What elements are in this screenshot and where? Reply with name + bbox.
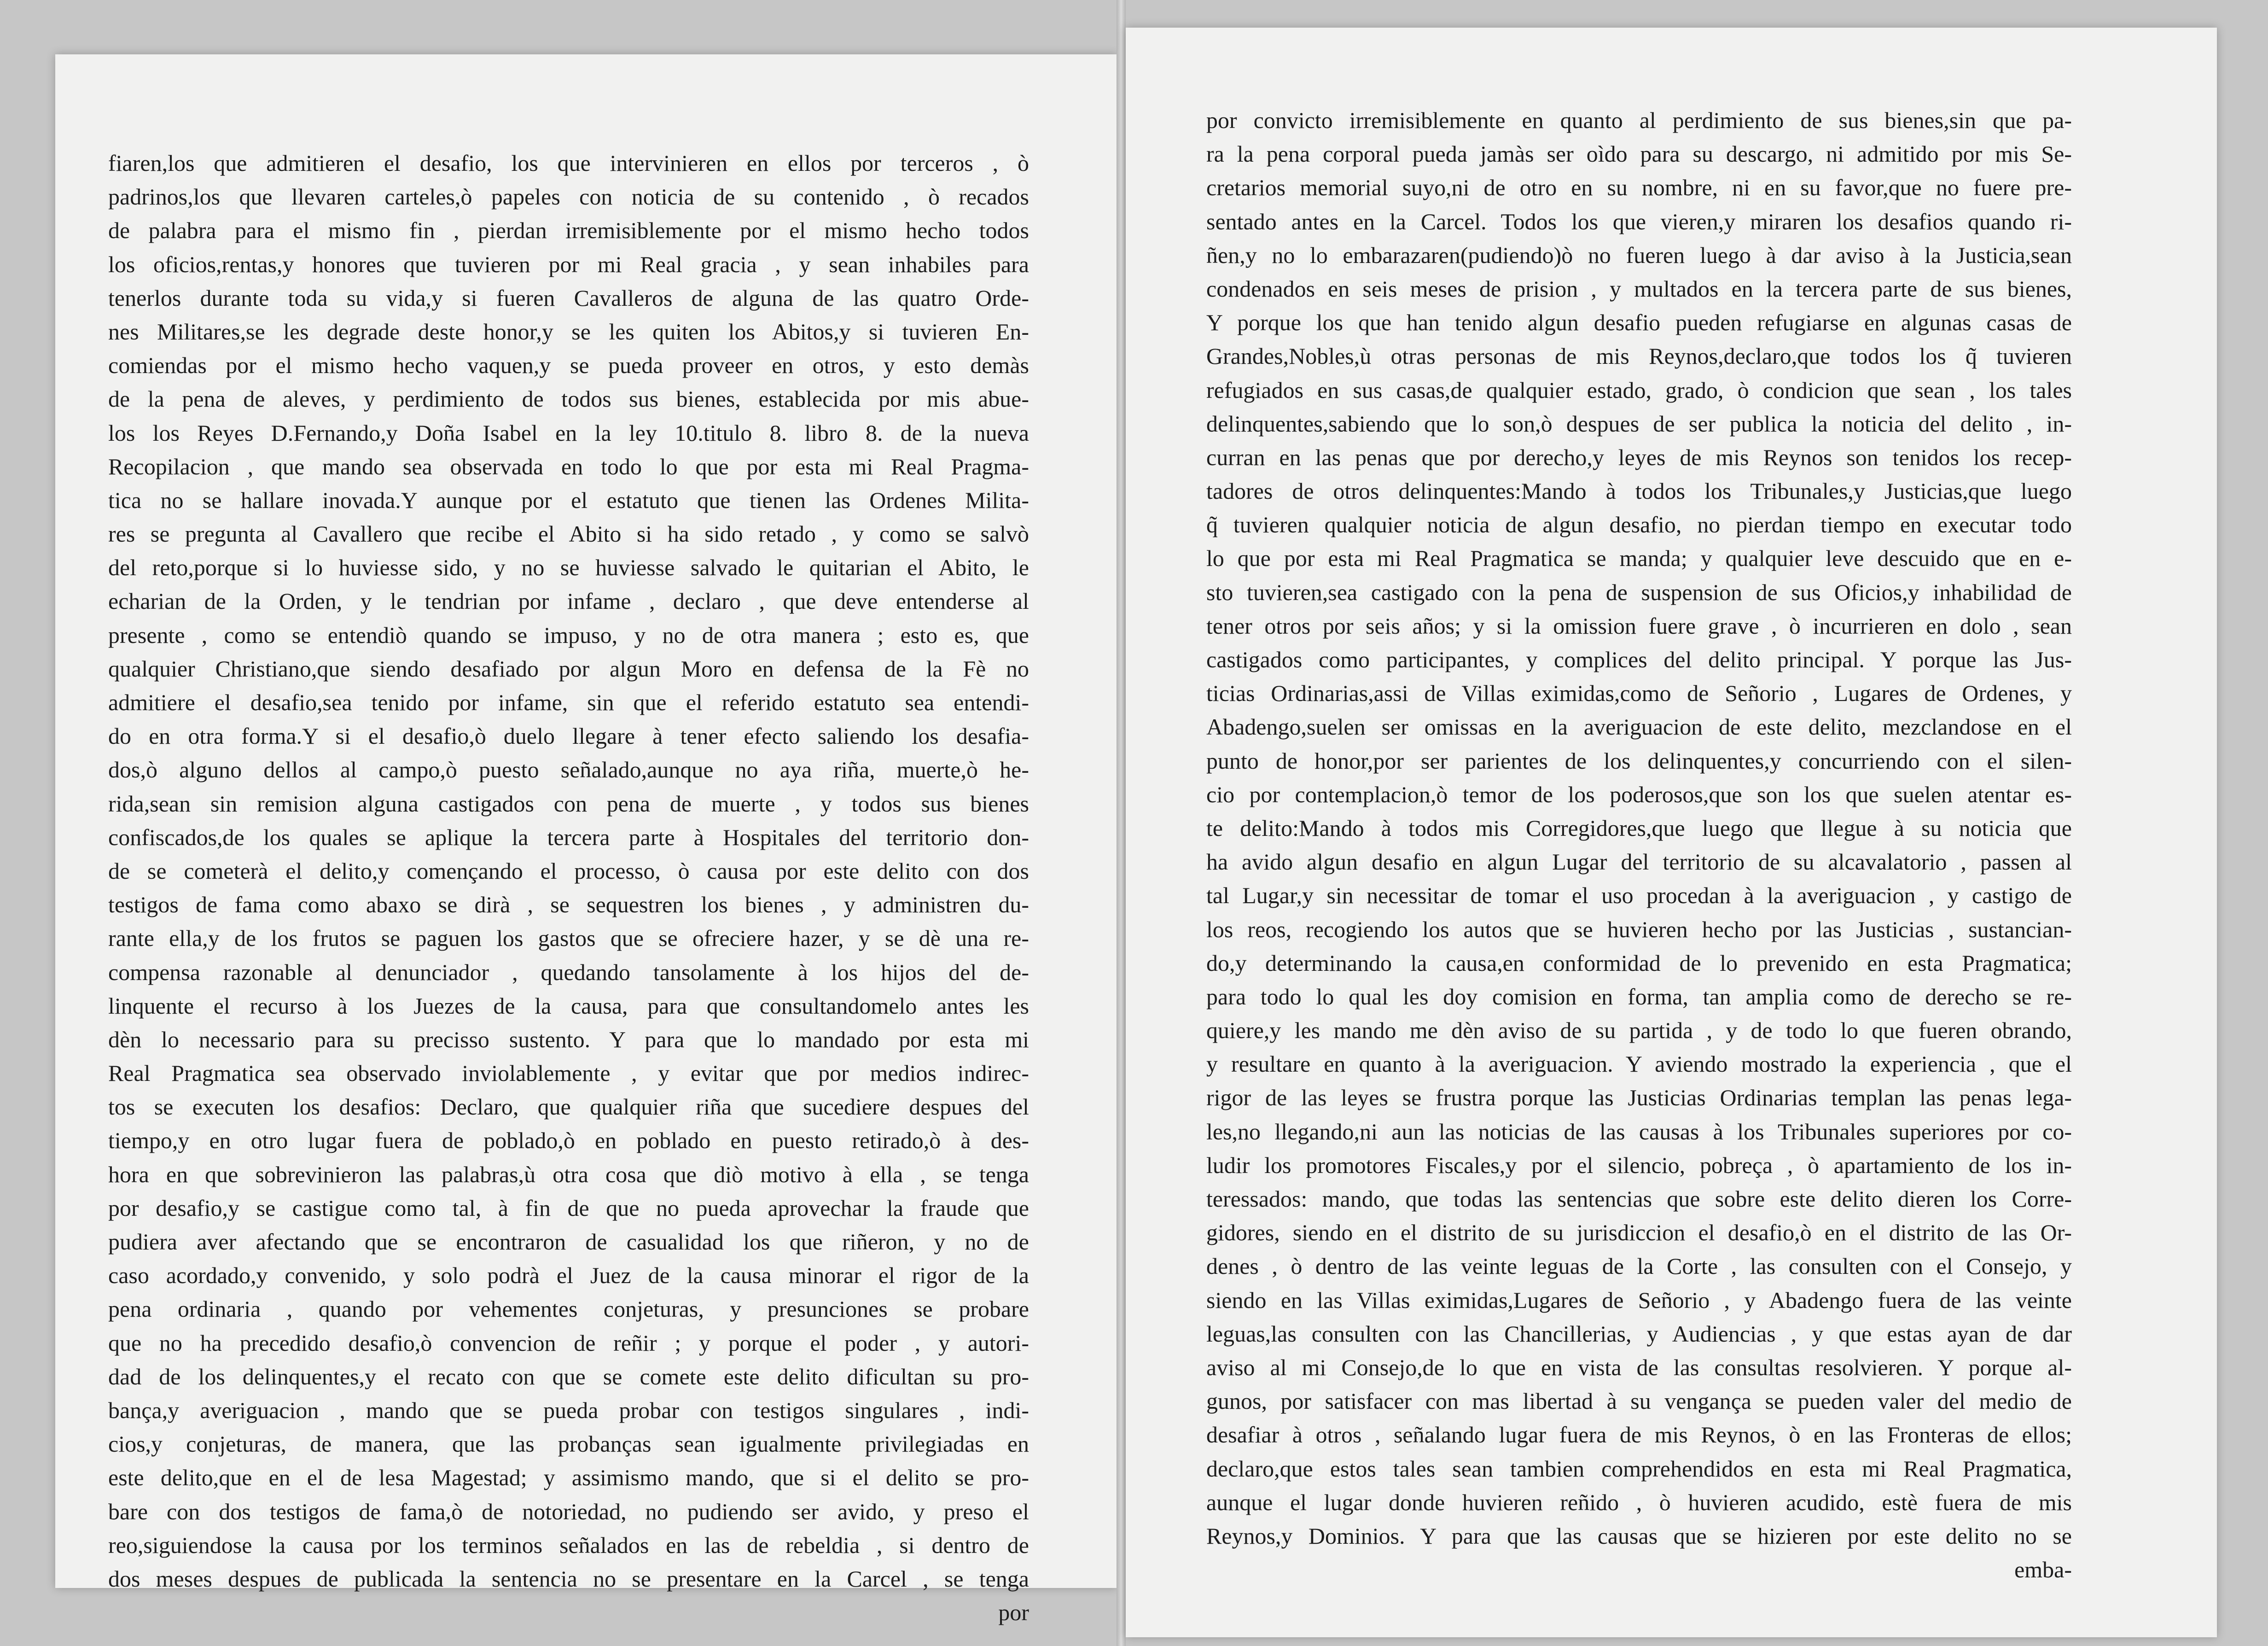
text-line: delinquentes,sabiendo que lo son,ò despues de ser publica la noticia del delito , in- bbox=[1206, 410, 2072, 437]
catchword: por bbox=[998, 1599, 1029, 1626]
text-line: quiere,y les mando me dèn aviso de su partida , y de todo lo que fueren obrando, bbox=[1206, 1017, 2072, 1044]
book-gutter bbox=[1117, 0, 1126, 1646]
text-line: tos se executen los desafios: Declaro, que qualquier riña que sucediere despues del bbox=[108, 1094, 1029, 1120]
text-line: padrinos,los que llevaren carteles,ò papeles con noticia de su contenido , ò recados bbox=[108, 184, 1029, 210]
text-line: bare con dos testigos de fama,ò de notoriedad, no pudiendo ser avido, y preso el bbox=[108, 1498, 1029, 1524]
text-line: confiscados,de los quales se aplique la tercera parte à Hospitales del territorio don- bbox=[108, 824, 1029, 850]
right-page-text bbox=[1206, 104, 2072, 1587]
text-line: compensa razonable al denunciador , quedando tansolamente à los hijos del de- bbox=[108, 959, 1029, 985]
text-line: siendo en las Villas eximidas,Lugares de Señorio , y Abadengo fuera de las veinte bbox=[1206, 1287, 2072, 1313]
text-line: curran en las penas que por derecho,y leyes de mis Reynos son tenidos los recep- bbox=[1206, 444, 2072, 470]
text-line: les,no llegando,ni aun las noticias de las causas à los Tribunales superiores por co- bbox=[1206, 1118, 2072, 1144]
text-line: rigor de las leyes se frustra porque las Justicias Ordinarias templan las penas lega- bbox=[1206, 1085, 2072, 1111]
text-line: cios,y conjeturas, de manera, que las probanças sean igualmente privilegiadas en bbox=[108, 1431, 1029, 1457]
text-line: Abadengo,suelen ser omissas en la averiguacion de este delito, mezclandose en el bbox=[1206, 714, 2072, 740]
text-line: caso acordado,y convenido, y solo podrà el Juez de la causa minorar el rigor de la bbox=[108, 1262, 1029, 1289]
text-line: ñen,y no lo embarazaren(pudiendo)ò no fueren luego à dar aviso à la Justicia,sean bbox=[1206, 242, 2072, 268]
text-line: tiempo,y en otro lugar fuera de poblado,ò en poblado en puesto retirado,ò à des- bbox=[108, 1127, 1029, 1154]
text-line: hora en que sobrevinieron las palabras,ù otra cosa que diò motivo à ella , se tenga bbox=[108, 1161, 1029, 1187]
text-line: tadores de otros delinquentes:Mando à todos los Tribunales,y Justicias,que luego bbox=[1206, 478, 2072, 504]
text-line: teressados: mando, que todas las sentencias que sobre este delito dieren los Corre- bbox=[1206, 1186, 2072, 1212]
text-line: bança,y averiguacion , mando que se pueda probar con testigos singulares , indi- bbox=[108, 1397, 1029, 1423]
text-line: te delito:Mando à todos mis Corregidores,que luego que llegue à su noticia que bbox=[1206, 815, 2072, 841]
text-line: comiendas por el mismo hecho vaquen,y se pueda proveer en otros, y esto demàs bbox=[108, 352, 1029, 379]
text-line: gidores, siendo en el distrito de su jurisdiccion el desafio,ò en el distrito de las Or- bbox=[1206, 1220, 2072, 1246]
text-line: rida,sean sin remision alguna castigados con pena de muerte , y todos sus bienes bbox=[108, 790, 1029, 817]
text-line: cio por contemplacion,ò temor de los poderosos,que son los que suelen atentar es- bbox=[1206, 781, 2072, 807]
text-line: los los Reyes D.Fernando,y Doña Isabel en la ley 10.titulo 8. libro 8. de la nueva bbox=[108, 420, 1029, 446]
text-line: tener otros por seis años; y si la omission fuere grave , ò incurrieren en dolo , sean bbox=[1206, 613, 2072, 639]
text-line: nes Militares,se les degrade deste honor,y se les quiten los Abitos,y si tuvieren En- bbox=[108, 318, 1029, 344]
text-line: q̃ tuvieren qualquier noticia de algun desafio, no pierdan tiempo en executar todo bbox=[1206, 512, 2072, 538]
text-line: ludir los promotores Fiscales,y por el silencio, pobreça , ò apartamiento de los in- bbox=[1206, 1152, 2072, 1178]
text-line: do,y determinando la causa,en conformidad de lo prevenido en esta Pragmatica; bbox=[1206, 950, 2072, 976]
text-line: refugiados en sus casas,de qualquier estado, grado, ò condicion que sean , los tales bbox=[1206, 377, 2072, 403]
right-page bbox=[1126, 28, 2217, 1637]
text-line: presente , como se entendiò quando se impuso, y no de otra manera ; esto es, que bbox=[108, 622, 1029, 648]
text-line: tenerlos durante toda su vida,y si fueren Cavalleros de alguna de las quatro Orde- bbox=[108, 285, 1029, 311]
text-line: desafiar à otros , señalando lugar fuera de mis Reynos, ò en las Fronteras de ellos; bbox=[1206, 1422, 2072, 1448]
text-line: testigos de fama como abaxo se dirà , se sequestren los bienes , y administren du- bbox=[108, 892, 1029, 918]
text-line: Grandes,Nobles,ù otras personas de mis Reynos,declaro,que todos los q̃ tuvieren bbox=[1206, 343, 2072, 369]
text-line: linquente el recurso à los Juezes de la causa, para que consultandomelo antes les bbox=[108, 992, 1029, 1019]
text-line: los oficios,rentas,y honores que tuvieren por mi Real gracia , y sean inhabiles para bbox=[108, 251, 1029, 277]
text-line: y resultare en quanto à la averiguacion. Y aviendo mostrado la experiencia , que el bbox=[1206, 1051, 2072, 1077]
text-line: dos meses despues de publicada la sentencia no se presentare en la Carcel , se tenga bbox=[108, 1565, 1029, 1592]
text-line: pena ordinaria , quando por vehementes conjeturas, y presunciones se probare bbox=[108, 1296, 1029, 1322]
text-line: ra la pena corporal pueda jamàs ser oìdo para su descargo, ni admitido por mis Se- bbox=[1206, 141, 2072, 167]
text-line: echarian de la Orden, y le tendrian por infame , declaro , que deve entenderse al bbox=[108, 588, 1029, 614]
text-line: declaro,que estos tales sean tambien comprehendidos en esta mi Real Pragmatica, bbox=[1206, 1455, 2072, 1482]
text-line: fiaren,los que admitieren el desafio, los que intervinieren en ellos por terceros , ò bbox=[108, 150, 1029, 176]
text-line: res se pregunta al Cavallero que recibe el Abito si ha sido retado , y como se salvò bbox=[108, 521, 1029, 547]
text-line: denes , ò dentro de las veinte leguas de la Corte , las consulten con el Consejo, y bbox=[1206, 1253, 2072, 1279]
text-line: Real Pragmatica sea observado inviolablemente , y evitar que por medios indirec- bbox=[108, 1060, 1029, 1086]
text-line: dos,ò alguno dellos al campo,ò puesto señalado,aunque no aya riña, muerte,ò he- bbox=[108, 757, 1029, 783]
text-line: este delito,que en el de lesa Magestad; y assimismo mando, que si el delito se pro- bbox=[108, 1465, 1029, 1491]
text-line: aunque el lugar donde huvieren reñido , ò huvieren acudido, estè fuera de mis bbox=[1206, 1489, 2072, 1515]
text-line: pudiera aver afectando que se encontraron de casualidad los que riñeron, y no de bbox=[108, 1229, 1029, 1255]
left-page bbox=[55, 54, 1117, 1626]
text-line: del reto,porque si lo huviesse sido, y no se huviesse salvado le quitarian el Abito, le bbox=[108, 555, 1029, 581]
text-line: do en otra forma.Y si el desafio,ò duelo llegare à tener efecto saliendo los desafia- bbox=[108, 723, 1029, 749]
text-line: para todo lo qual les doy comision en forma, tan amplia como de derecho se re- bbox=[1206, 983, 2072, 1010]
text-line: ticias Ordinarias,assi de Villas eximidas,como de Señorio , Lugares de Ordenes, y bbox=[1206, 680, 2072, 706]
text-line: que no ha precedido desafio,ò convencion de reñir ; y porque el poder , y autori- bbox=[108, 1330, 1029, 1356]
text-line: aviso al mi Consejo,de lo que en vista de las consultas resolvieren. Y porque al- bbox=[1206, 1354, 2072, 1380]
text-line: ha avido algun desafio en algun Lugar del territorio de su alcavalatorio , passen al bbox=[1206, 849, 2072, 875]
text-line: qualquier Christiano,que siendo desafiado por algun Moro en defensa de la Fè no bbox=[108, 655, 1029, 682]
text-line: admitiere el desafio,sea tenido por infame, sin que el referido estatuto sea entendi- bbox=[108, 689, 1029, 715]
text-line: condenados en seis meses de prision , y multados en la tercera parte de sus bienes, bbox=[1206, 275, 2072, 302]
catchword: emba- bbox=[2014, 1557, 2072, 1583]
text-line: sentado antes en la Carcel. Todos los que vieren,y miraren los desafios quando ri- bbox=[1206, 208, 2072, 234]
text-line: los reos, recogiendo los autos que se huvieren hecho por las Justicias , sustancian- bbox=[1206, 916, 2072, 942]
text-line: tal Lugar,y sin necessitar de tomar el uso procedan à la averiguacion , y castigo de bbox=[1206, 882, 2072, 909]
text-line: lo que por esta mi Real Pragmatica se manda; y qualquier leve descuido que en e- bbox=[1206, 545, 2072, 572]
text-line: de se cometerà el delito,y començando el processo, ò causa por este delito con dos bbox=[108, 858, 1029, 884]
text-line: de la pena de aleves, y perdimiento de todos sus bienes, establecida por mis abue- bbox=[108, 386, 1029, 412]
text-line: leguas,las consulten con las Chancillerias, y Audiencias , y que estas ayan de dar bbox=[1206, 1320, 2072, 1347]
text-line: Y porque los que han tenido algun desafio pueden refugiarse en algunas casas de bbox=[1206, 309, 2072, 336]
text-line: Recopilacion , que mando sea observada en todo lo que por esta mi Real Pragma- bbox=[108, 453, 1029, 479]
text-line: Reynos,y Dominios. Y para que las causas que se hizieren por este delito no se bbox=[1206, 1523, 2072, 1549]
text-line: de palabra para el mismo fin , pierdan irremisiblemente por el mismo hecho todos bbox=[108, 217, 1029, 244]
text-line: castigados como participantes, y complices del delito principal. Y porque las Jus- bbox=[1206, 647, 2072, 672]
text-line: cretarios memorial suyo,ni de otro en su nombre, ni en su favor,que no fuere pre- bbox=[1206, 175, 2072, 201]
text-line: sto tuvieren,sea castigado con la pena de suspension de sus Oficios,y inhabilidad de bbox=[1206, 579, 2072, 605]
text-line: tica no se hallare inovada.Y aunque por el estatuto que tienen las Ordenes Milita- bbox=[108, 487, 1029, 513]
left-page-text bbox=[108, 146, 1029, 1629]
text-line: por desafio,y se castigue como tal, à fin de que no pueda aprovechar la fraude que bbox=[108, 1195, 1029, 1221]
text-line: dad de los delinquentes,y el recato con que se comete este delito dificultan su pro- bbox=[108, 1363, 1029, 1389]
text-line: gunos, por satisfacer con mas libertad à su vengança se pueden valer del medio de bbox=[1206, 1388, 2072, 1414]
text-line: por convicto irremisiblemente en quanto al perdimiento de sus bienes,sin que pa- bbox=[1206, 107, 2072, 133]
text-line: punto de honor,por ser parientes de los delinquentes,y concurriendo con el silen- bbox=[1206, 747, 2072, 774]
text-line: reo,siguiendose la causa por los terminos señalados en las de rebeldia , si dentro de bbox=[108, 1532, 1029, 1558]
text-line: dèn lo necessario para su precisso sustento. Y para que lo mandado por esta mi bbox=[108, 1026, 1029, 1052]
text-line: rante ella,y de los frutos se paguen los gastos que se ofreciere hazer, y se dè una re- bbox=[108, 925, 1029, 951]
